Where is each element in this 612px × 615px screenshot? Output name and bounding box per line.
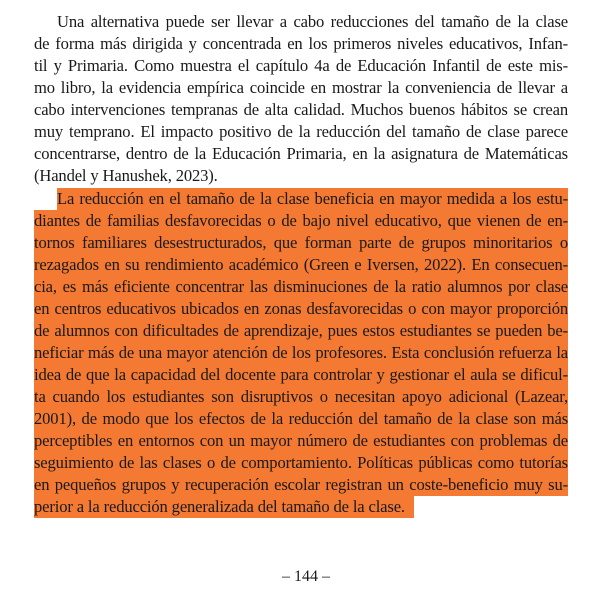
highlighted-line: perior a la reducción generalizada del tamaño de la clase. (34, 497, 405, 516)
paragraph-1-line: de forma más dirigida y concentrada en los primeros niveles educativos, Infan- (34, 34, 568, 53)
highlighted-line: ta cuando los estudiantes son disruptivos o necesitan apoyo adicional (Lazear, (34, 387, 568, 406)
highlighted-line: en pequeños grupos y recuperación escolar registran un coste-beneficio muy su- (34, 475, 568, 494)
paragraph-1-line: muy temprano. El impacto positivo de la reducción del tamaño de clase parece (34, 122, 568, 141)
highlighted-line: tornos familiares desestructurados, que forman parte de grupos minoritarios o (34, 233, 568, 252)
highlighted-line: seguimiento de las clases o de comportamiento. Políticas públicas como tutorías (34, 453, 568, 472)
paragraph-1-line: concentrarse, dentro de la Educación Primaria, en la asignatura de Matemáticas (34, 144, 568, 163)
highlighted-line: de alumnos con dificultades de aprendizaje, pues estos estudiantes se pueden be- (34, 321, 568, 340)
highlighted-line: rezagados en su rendimiento académico (Green e Iversen, 2022). En consecuen- (34, 255, 568, 274)
paragraph-1-line: Una alternativa puede ser llevar a cabo reducciones del tamaño de la clase (57, 12, 568, 31)
paragraph-1-line: (Handel y Hanushek, 2023). (34, 166, 218, 185)
highlighted-line: La reducción en el tamaño de la clase beneficia en mayor medida a los estu- (57, 189, 568, 208)
highlighted-line: perceptibles en entornos con un mayor número de estudiantes con problemas de (34, 431, 568, 450)
highlighted-line: diantes de familias desfavorecidas o de bajo nivel educativo, que vienen de en- (34, 211, 568, 230)
highlighted-line: idea de que la capacidad del docente para controlar y gestionar el aula se dificul- (34, 365, 568, 384)
highlighted-line: cia, es más eficiente concentrar las disminuciones de la ratio alumnos por clase (34, 277, 568, 296)
paragraph-1-line: cabo intervenciones tempranas de alta calidad. Muchos buenos hábitos se crean (34, 100, 568, 119)
highlighted-line: 2001), de modo que los efectos de la reducción del tamaño de la clase son más (34, 409, 568, 428)
paragraph-1-line: til y Primaria. Como muestra el capítulo 4a de Educación Infantil de este mis- (34, 56, 568, 75)
paragraph-1-line: mo libro, la evidencia empírica coincide en mostrar la conveniencia de llevar a (34, 78, 568, 97)
page-number: – 144 – (282, 568, 330, 585)
highlighted-line: en centros educativos ubicados en zonas desfavorecidas o con mayor proporción (34, 299, 568, 318)
highlighted-line: neficiar más de una mayor atención de los profesores. Esta conclusión refuerza la (34, 343, 568, 362)
